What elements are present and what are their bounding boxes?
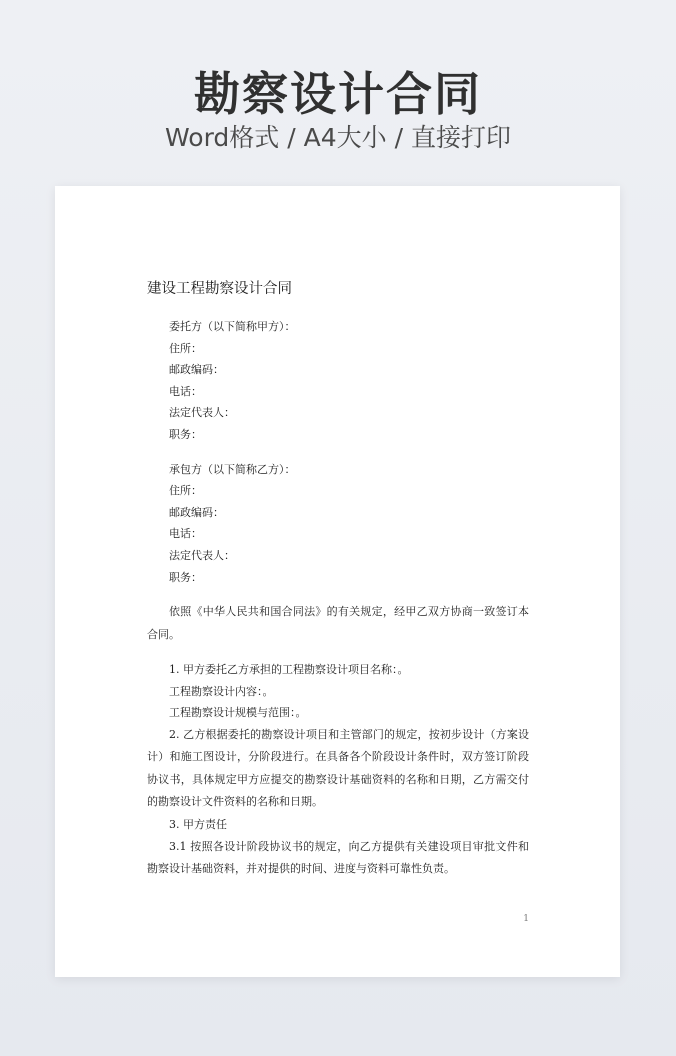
clause-2-paragraph: 2. 乙方根据委托的勘察设计项目和主管部门的规定，按初步设计（方案设计）和施工图设计，分阶段进行。在具备各个阶段设计条件时，双方签订阶段协议书，具体规定甲方应提交的勘察设计基础资料的名称和日期，乙方需交付的勘察设计文件资料的名称和日期。 xyxy=(147,727,529,809)
intro-paragraph: 依照《中华人民共和国合同法》的有关规定，经甲乙双方协商一致签订本合同。 xyxy=(147,605,529,641)
party-a-line: 职务： xyxy=(169,427,202,441)
party-b-line: 电话： xyxy=(169,527,202,541)
clause-line: 工程勘察设计内容：。 xyxy=(169,684,274,698)
clause-line: 1. 甲方委托乙方承担的工程勘察设计项目名称：。 xyxy=(169,663,409,677)
document-title: 建设工程勘察设计合同 xyxy=(147,281,292,297)
clause-line: 工程勘察设计规模与范围：。 xyxy=(169,706,307,720)
party-b-line: 邮政编码： xyxy=(169,505,224,519)
document-body xyxy=(147,279,529,881)
party-a-line: 电话： xyxy=(169,384,202,398)
document-page xyxy=(55,186,620,977)
party-b-line: 职务： xyxy=(169,570,202,584)
party-a-line: 委托方（以下简称甲方）： xyxy=(169,320,296,333)
party-a-block xyxy=(147,316,529,446)
party-a-line: 法定代表人： xyxy=(169,406,235,420)
page-subtitle: Word格式 / A4大小 / 直接打印 xyxy=(165,123,511,152)
page-title: 勘察设计合同 xyxy=(194,67,482,121)
page-number: 1 xyxy=(523,914,529,924)
party-a-line: 住所： xyxy=(169,341,202,355)
party-b-block xyxy=(147,459,529,589)
party-b-line: 住所： xyxy=(169,484,202,498)
party-b-line: 承包方（以下简称乙方）： xyxy=(169,462,296,476)
clause-3-1-paragraph: 3.1 按照各设计阶段协议书的规定，向乙方提供有关建设项目审批文件和勘察设计基础资料，并对提供的时间、进度与资料可靠性负责。 xyxy=(147,839,529,875)
clause-3-heading: 3. 甲方责任 xyxy=(169,817,227,831)
party-b-line: 法定代表人： xyxy=(169,548,235,562)
party-a-line: 邮政编码： xyxy=(169,363,224,377)
